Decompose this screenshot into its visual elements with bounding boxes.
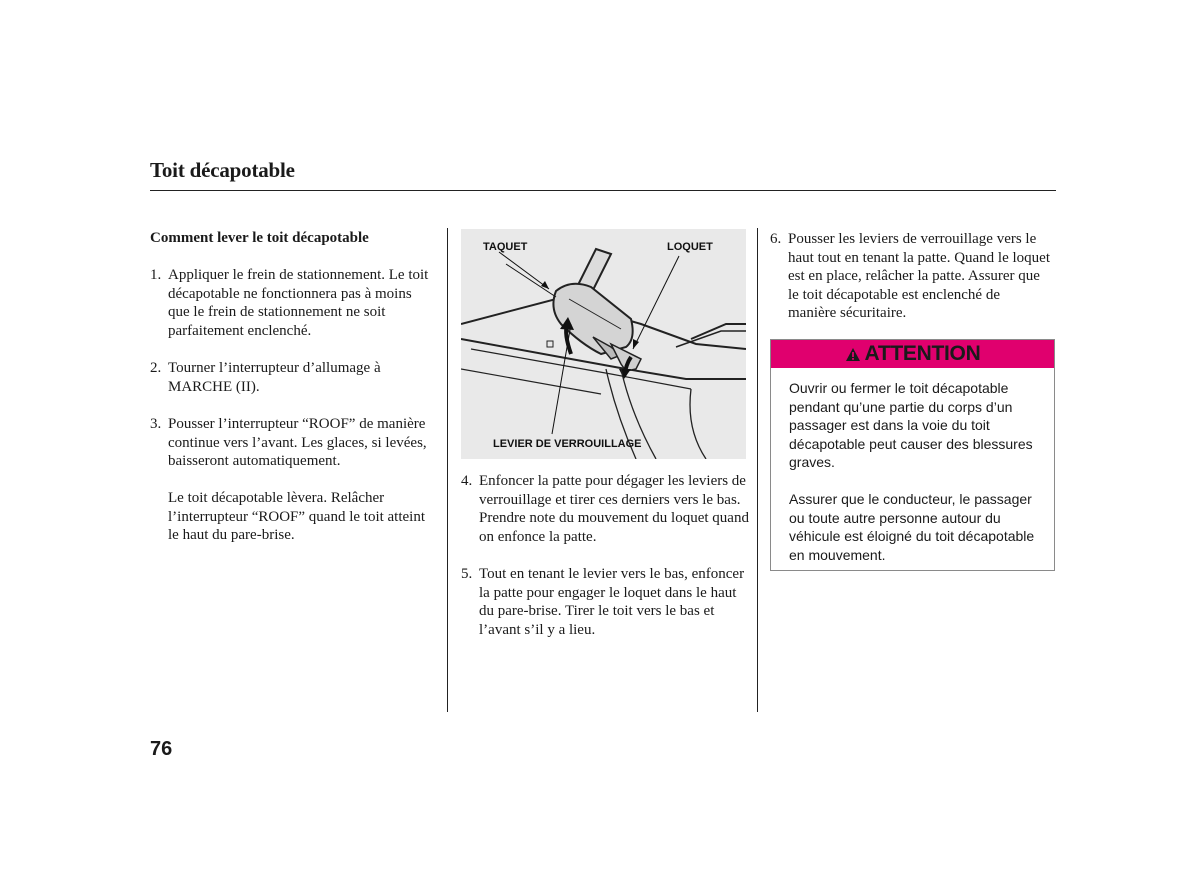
step-text: Appliquer le frein de stationnement. Le toit décapotable ne fonctionnera pas à moins que le frein de stationnement ne soit parfaitement enclenché. (168, 267, 429, 339)
step-4 (461, 472, 749, 546)
step-number: 3. (150, 416, 162, 432)
step-text: Enfoncer la patte pour dégager les leviers de verrouillage et tirer ces derniers vers le bas. Prendre note du mouvement du loquet quand on enfonce la patte. (479, 473, 749, 545)
warning-triangle-icon (845, 347, 861, 362)
attention-box (770, 339, 1055, 571)
step-number: 5. (461, 566, 473, 582)
step-number: 6. (770, 231, 782, 247)
attention-paragraph-2: Assurer que le conducteur, le passager ou toute autre personne autour du véhicule est éloigné du toit décapotable en mouvement. (789, 491, 1035, 563)
latch-drawing (461, 229, 746, 459)
attention-header (771, 340, 1054, 368)
title-rule (150, 190, 1056, 191)
attention-title: ATTENTION (864, 342, 981, 365)
label-loquet: LOQUET (667, 241, 713, 253)
step-1 (150, 266, 435, 340)
step-number: 4. (461, 473, 473, 489)
step-number: 1. (150, 267, 162, 283)
step-text: Tourner l’interrupteur d’allumage à MARCHE (II). (168, 360, 381, 395)
column-divider-left (447, 228, 448, 712)
section-subheading: Comment lever le toit décapotable (150, 230, 369, 246)
attention-paragraph-1: Ouvrir ou fermer le toit décapotable pendant qu’une partie du corps d’un passager est dans la voie du toit décapotable peut causer des blessures graves. (789, 380, 1033, 470)
page-title: Toit décapotable (150, 158, 295, 182)
label-levier: LEVIER DE VERROUILLAGE (493, 438, 642, 450)
step-3 (150, 415, 437, 471)
roof-latch-illustration (461, 229, 746, 459)
step-6 (770, 230, 1050, 323)
column-divider-right (757, 228, 758, 712)
label-taquet: TAQUET (483, 241, 528, 253)
step-5 (461, 565, 749, 639)
step-text: Tout en tenant le levier vers le bas, enfoncer la patte pour engager le loquet dans le haut du pare-brise. Tirer le toit vers le bas et l’avant s’il y a lieu. (479, 566, 745, 638)
step-2 (150, 359, 435, 396)
step-text: Pousser les leviers de verrouillage vers le haut tout en tenant la patte. Quand le loquet est en place, relâcher la patte. Assurer que le toit décapotable est enclenché de manière sécuritaire. (788, 231, 1051, 321)
page-number: 76 (150, 738, 173, 760)
step-number: 2. (150, 360, 162, 376)
step-text: Pousser l’interrupteur “ROOF” de manière continue vers l’avant. Les glaces, si levées, baisseront automatiquement. (168, 416, 427, 469)
step-3-followup: Le toit décapotable lèvera. Relâcher l’interrupteur “ROOF” quand le toit atteint le haut du pare-brise. (168, 490, 426, 543)
